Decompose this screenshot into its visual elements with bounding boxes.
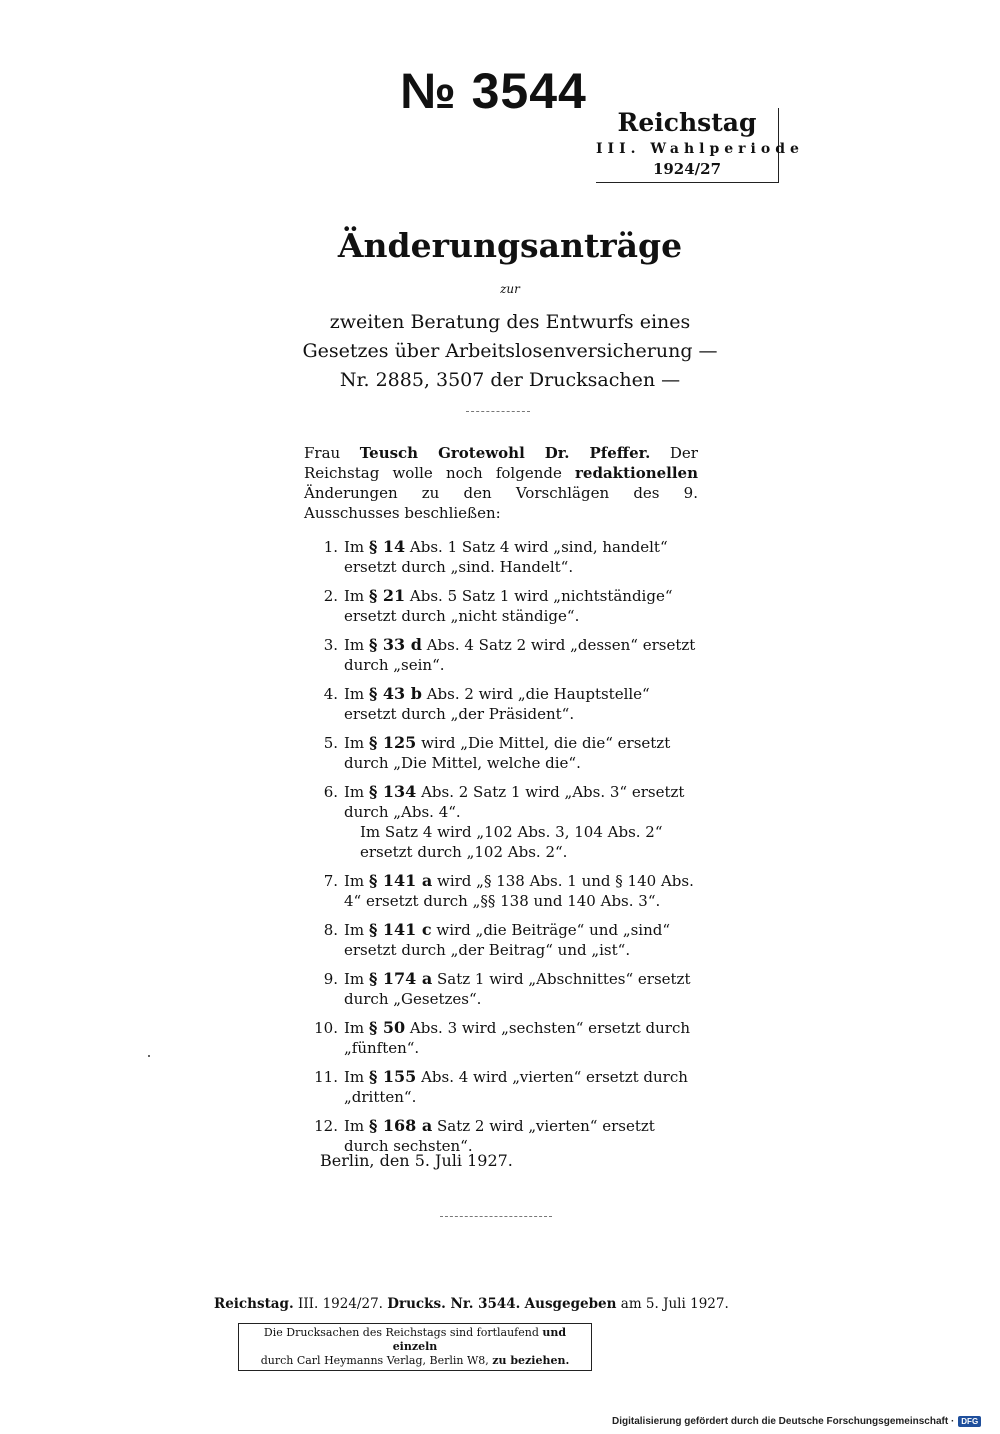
amendment-item [304, 920, 698, 960]
print-footer [214, 1296, 729, 1312]
end-divider [440, 1216, 552, 1218]
footer-reichstag: Reichstag. [214, 1296, 294, 1312]
paragraph-reference: § 155 [368, 1067, 417, 1086]
item-number: 11. [314, 1068, 338, 1086]
paragraph-reference: § 125 [368, 733, 417, 752]
footer-drucksache: Drucks. Nr. 3544. [387, 1296, 521, 1312]
item-number: 4. [323, 685, 338, 703]
item-continuation: Im Satz 4 wird „102 Abs. 3, 104 Abs. 2“ ersetzt durch „102 Abs. 2“. [360, 823, 663, 861]
footer-period: III. 1924/27. [298, 1296, 383, 1312]
item-body [344, 586, 698, 626]
item-number: 2. [323, 587, 338, 605]
paragraph-reference: § 134 [368, 782, 417, 801]
item-body [344, 635, 698, 675]
amendment-item [304, 586, 698, 626]
amendment-item [304, 969, 698, 1009]
item-number: 5. [323, 734, 338, 752]
intro-text: Änderungen zu den Vorschlägen des 9. Ausschusses beschließen: [304, 484, 698, 522]
item-number: 7. [323, 872, 338, 890]
place-and-date: Berlin, den 5. Juli 1927. [320, 1151, 513, 1170]
intro-prefix: Frau [304, 444, 341, 462]
footer-issued-label: Ausgegeben [524, 1296, 617, 1312]
item-text: wird „Die Mittel, die die“ ersetzt durch „Die Mittel, welche die“. [344, 734, 671, 772]
item-number: 1. [323, 538, 338, 556]
item-prefix: Im [344, 587, 365, 605]
item-body [344, 537, 698, 577]
publisher-notice-box [238, 1323, 592, 1371]
notice-text: durch Carl Heymanns Verlag, Berlin W8, [260, 1354, 489, 1367]
item-text: Abs. 3 wird „sechsten“ ersetzt durch „fünften“. [344, 1019, 691, 1057]
item-number: 3. [323, 636, 338, 654]
item-number: 6. [323, 783, 338, 801]
document-title: Änderungsanträge [337, 226, 683, 265]
item-text: Satz 2 wird „vierten“ ersetzt durch sechsten“. [344, 1117, 655, 1155]
item-prefix: Im [344, 783, 365, 801]
reichstag-title: Reichstag [617, 108, 757, 137]
intro-text: Der Reichstag wolle noch folgende [304, 444, 698, 482]
title-connector: zur [500, 282, 520, 296]
paragraph-reference: § 21 [368, 586, 406, 605]
section-divider [466, 411, 530, 413]
item-text: Abs. 5 Satz 1 wird „nichtständige“ ersetzt durch „nicht ständige“. [344, 587, 673, 625]
item-prefix: Im [344, 1068, 365, 1086]
item-number: 12. [314, 1117, 338, 1135]
notice-text: Die Drucksachen des Reichstags sind fortlaufend [263, 1326, 539, 1339]
paragraph-reference: § 50 [368, 1018, 406, 1037]
document-subtitle [300, 308, 720, 395]
item-body [344, 1116, 698, 1156]
paragraph-reference: § 33 d [368, 635, 422, 654]
amendment-item [304, 871, 698, 911]
notice-emphasis: und einzeln [392, 1326, 567, 1353]
amendment-item [304, 782, 698, 862]
item-prefix: Im [344, 921, 365, 939]
item-body [344, 1018, 698, 1058]
paragraph-reference: § 174 a [368, 969, 433, 988]
amendment-item [304, 1067, 698, 1107]
item-body [344, 871, 698, 911]
paragraph-reference: § 141 c [368, 920, 432, 939]
amendment-list [304, 537, 698, 1165]
paragraph-reference: § 141 a [368, 871, 433, 890]
item-text: wird „die Beiträge“ und „sind“ ersetzt durch „der Beitrag“ und „ist“. [344, 921, 671, 959]
item-text: wird „§ 138 Abs. 1 und § 140 Abs. 4“ ersetzt durch „§§ 138 und 140 Abs. 3“. [344, 872, 694, 910]
amendment-item [304, 1018, 698, 1058]
legislative-years: 1924/27 [652, 160, 722, 178]
legislative-period: III. Wahlperiode [596, 141, 804, 157]
item-number: 8. [323, 921, 338, 939]
reichstag-header-box [596, 108, 804, 183]
item-prefix: Im [344, 636, 365, 654]
item-text: Abs. 4 Satz 2 wird „dessen“ ersetzt durch „sein“. [344, 636, 696, 674]
paragraph-reference: § 43 b [368, 684, 422, 703]
motion-intro [304, 443, 698, 523]
item-prefix: Im [344, 970, 365, 988]
amendment-item [304, 537, 698, 577]
paragraph-reference: § 168 a [368, 1116, 433, 1135]
amendment-item [304, 733, 698, 773]
item-body [344, 969, 698, 1009]
intro-emphasis: redaktionellen [575, 464, 698, 482]
document-number: № 3544 [400, 63, 587, 119]
item-prefix: Im [344, 734, 365, 752]
item-body [344, 733, 698, 773]
item-prefix: Im [344, 872, 365, 890]
item-text: Abs. 4 wird „vierten“ ersetzt durch „dritten“. [344, 1068, 688, 1106]
subtitle-line: Nr. 2885, 3507 der Drucksachen — [339, 369, 681, 391]
item-text: Abs. 1 Satz 4 wird „sind, handelt“ ersetzt durch „sind. Handelt“. [344, 538, 668, 576]
item-body [344, 782, 698, 862]
digitization-credit: Digitalisierung gefördert durch die Deutsche Forschungsgemeinschaft · DFG [612, 1416, 981, 1427]
credit-text: Digitalisierung gefördert durch die Deutsche Forschungsgemeinschaft [612, 1416, 949, 1427]
amendment-item [304, 684, 698, 724]
notice-line [243, 1326, 587, 1354]
item-body [344, 1067, 698, 1107]
item-text: Abs. 2 Satz 1 wird „Abs. 3“ ersetzt durch „Abs. 4“. [344, 783, 685, 821]
item-prefix: Im [344, 1019, 365, 1037]
item-prefix: Im [344, 685, 365, 703]
notice-line [243, 1354, 587, 1368]
amendment-item [304, 635, 698, 675]
item-prefix: Im [344, 1117, 365, 1135]
amendment-item [304, 1116, 698, 1156]
footer-issued-date: am 5. Juli 1927. [620, 1296, 729, 1312]
item-body [344, 920, 698, 960]
motion-signatories: Teusch Grotewohl Dr. Pfeffer. [359, 444, 651, 462]
item-number: 10. [314, 1019, 338, 1037]
dfg-logo: DFG [958, 1416, 981, 1427]
subtitle-line: Gesetzes über Arbeitslosenversicherung — [302, 340, 718, 362]
item-number: 9. [323, 970, 338, 988]
paragraph-reference: § 14 [368, 537, 406, 556]
notice-emphasis: zu beziehen. [492, 1354, 570, 1367]
item-body [344, 684, 698, 724]
item-text: Abs. 2 wird „die Hauptstelle“ ersetzt durch „der Präsident“. [344, 685, 650, 723]
item-text: Satz 1 wird „Abschnittes“ ersetzt durch „Gesetzes“. [344, 970, 691, 1008]
subtitle-line: zweiten Beratung des Entwurfs eines [329, 311, 691, 333]
item-prefix: Im [344, 538, 365, 556]
scan-speck [148, 1055, 150, 1057]
